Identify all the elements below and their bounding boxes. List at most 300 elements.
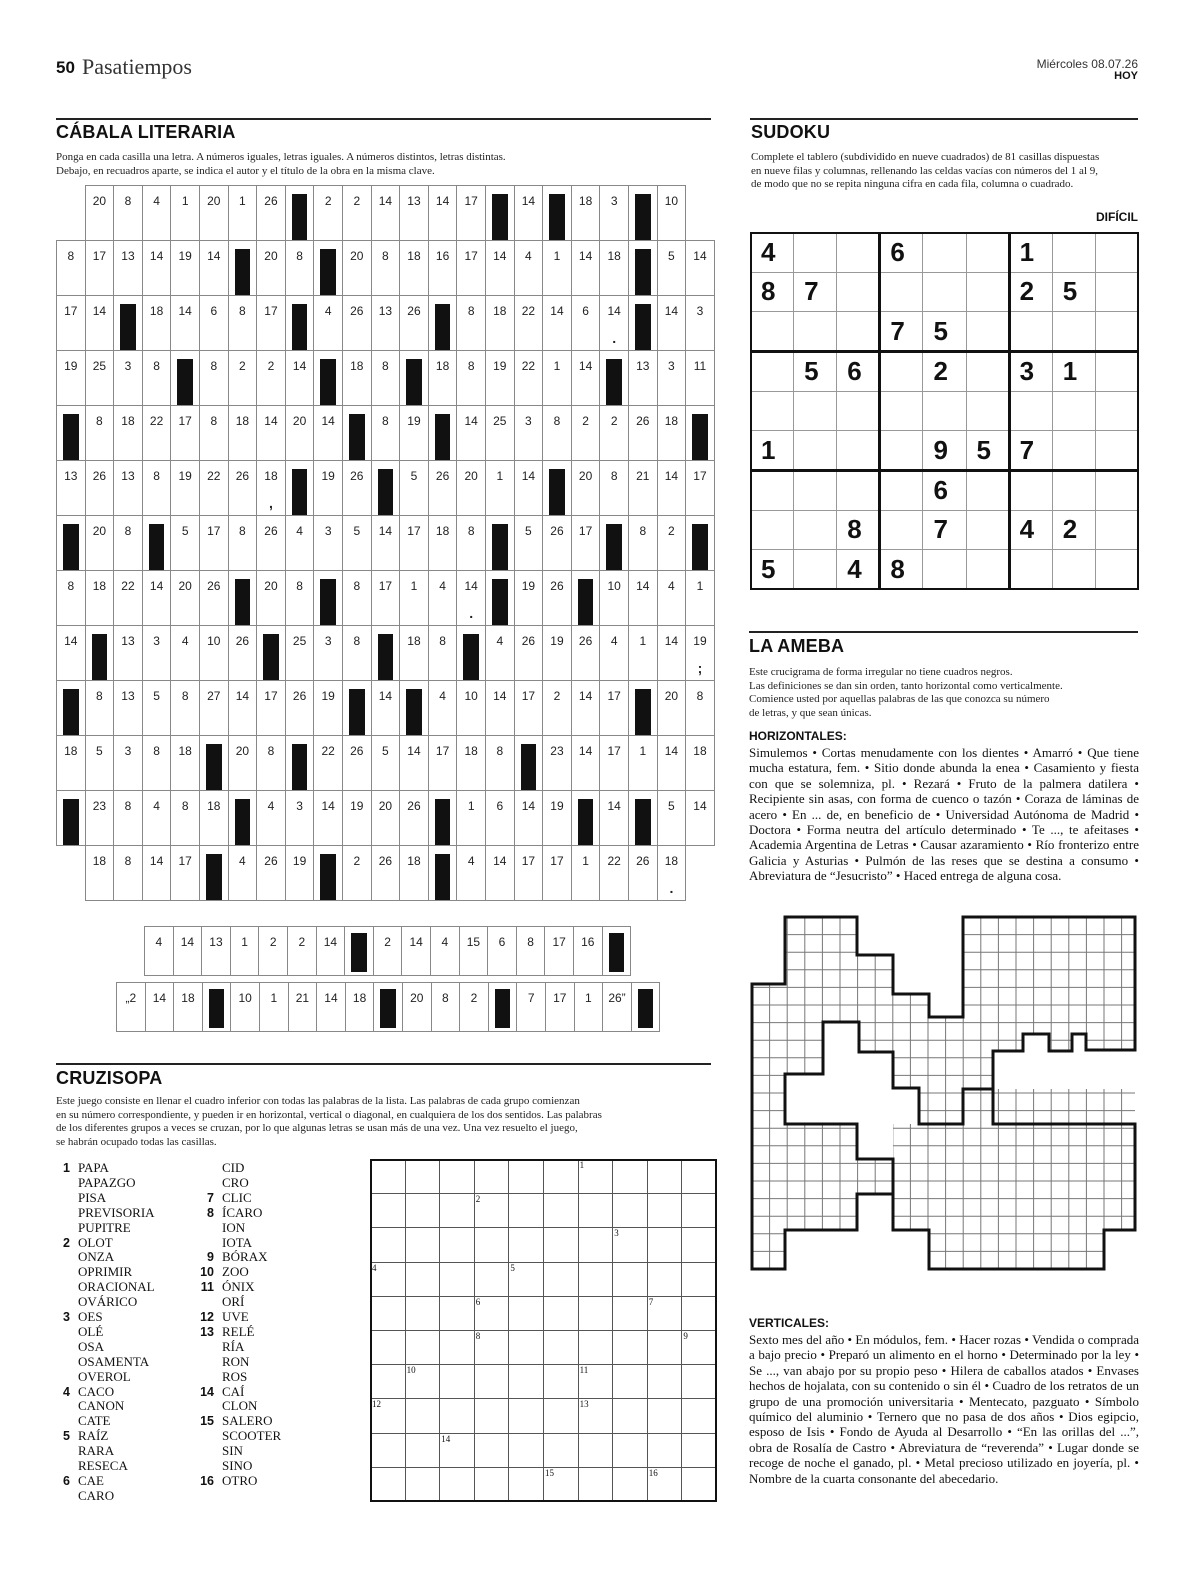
cabala-cell[interactable] — [285, 240, 315, 296]
cabala-cell[interactable] — [170, 625, 200, 681]
title-cell[interactable] — [116, 982, 146, 1032]
sudoku-cell[interactable]: 7 — [1009, 430, 1053, 471]
cabala-cell[interactable] — [371, 790, 401, 846]
cabala-cell[interactable] — [199, 790, 229, 846]
cabala-cell[interactable] — [599, 185, 629, 241]
sudoku-cell[interactable] — [750, 351, 794, 392]
cabala-cell[interactable] — [456, 845, 486, 901]
cabala-cell[interactable] — [142, 790, 172, 846]
cabala-cell[interactable] — [199, 515, 229, 571]
cabala-cell[interactable] — [628, 625, 658, 681]
cabala-cell[interactable] — [85, 240, 115, 296]
cabala-cell[interactable] — [685, 625, 715, 681]
cabala-cell[interactable] — [571, 680, 601, 736]
sudoku-cell[interactable] — [1009, 391, 1053, 432]
cabala-cell[interactable] — [256, 790, 286, 846]
cabala-cell[interactable] — [56, 735, 86, 791]
cabala-cell[interactable] — [685, 240, 715, 296]
cabala-cell[interactable] — [142, 680, 172, 736]
cabala-cell[interactable] — [285, 625, 315, 681]
cabala-cell[interactable] — [199, 240, 229, 296]
sudoku-cell[interactable]: 5 — [966, 430, 1010, 471]
sudoku-cell[interactable] — [1095, 351, 1139, 392]
sudoku-cell[interactable]: 4 — [750, 232, 794, 273]
cabala-cell[interactable] — [342, 570, 372, 626]
cabala-cell[interactable] — [542, 735, 572, 791]
sudoku-cell[interactable]: 2 — [1009, 272, 1053, 313]
cabala-cell[interactable] — [399, 845, 429, 901]
cabala-cell[interactable] — [599, 295, 629, 351]
cabala-cell[interactable] — [657, 570, 687, 626]
sudoku-cell[interactable] — [793, 470, 837, 511]
sudoku-cell[interactable] — [966, 232, 1010, 273]
cabala-cell[interactable] — [170, 405, 200, 461]
sudoku-cell[interactable]: 1 — [750, 430, 794, 471]
cabala-cell[interactable] — [113, 405, 143, 461]
sudoku-cell[interactable] — [879, 351, 923, 392]
cabala-cell[interactable] — [85, 405, 115, 461]
sudoku-cell[interactable]: 1 — [1052, 351, 1096, 392]
cabala-cell[interactable] — [228, 735, 258, 791]
cabala-cell[interactable] — [85, 515, 115, 571]
cabala-cell[interactable] — [399, 460, 429, 516]
title-cell[interactable] — [259, 982, 289, 1032]
sudoku-cell[interactable] — [1052, 549, 1096, 590]
cabala-cell[interactable] — [170, 295, 200, 351]
author-cell[interactable] — [573, 926, 603, 976]
cabala-cell[interactable] — [170, 680, 200, 736]
cabala-cell[interactable] — [56, 460, 86, 516]
cabala-cell[interactable] — [514, 845, 544, 901]
cabala-cell[interactable] — [256, 185, 286, 241]
cabala-cell[interactable] — [514, 295, 544, 351]
sudoku-cell[interactable] — [1095, 272, 1139, 313]
title-cell[interactable] — [516, 982, 546, 1032]
cabala-cell[interactable] — [228, 845, 258, 901]
cabala-cell[interactable] — [456, 405, 486, 461]
cabala-cell[interactable] — [285, 405, 315, 461]
title-cell[interactable] — [145, 982, 175, 1032]
cabala-cell[interactable] — [199, 570, 229, 626]
cabala-cell[interactable] — [514, 625, 544, 681]
cabala-cell[interactable] — [542, 680, 572, 736]
cabala-cell[interactable] — [571, 295, 601, 351]
cabala-cell[interactable] — [56, 350, 86, 406]
sudoku-cell[interactable]: 2 — [922, 351, 966, 392]
cabala-cell[interactable] — [514, 185, 544, 241]
sudoku-cell[interactable]: 4 — [836, 549, 880, 590]
sudoku-cell[interactable]: 2 — [1052, 510, 1096, 551]
cabala-cell[interactable] — [285, 680, 315, 736]
cabala-cell[interactable] — [628, 570, 658, 626]
cabala-cell[interactable] — [85, 350, 115, 406]
sudoku-cell[interactable] — [1095, 430, 1139, 471]
cabala-cell[interactable] — [456, 735, 486, 791]
cabala-cell[interactable] — [85, 845, 115, 901]
cabala-cell[interactable] — [428, 570, 458, 626]
title-cell[interactable] — [459, 982, 489, 1032]
sudoku-cell[interactable]: 8 — [750, 272, 794, 313]
sudoku-cell[interactable] — [1095, 510, 1139, 551]
cabala-cell[interactable] — [228, 515, 258, 571]
cabala-cell[interactable] — [599, 460, 629, 516]
author-cell[interactable] — [459, 926, 489, 976]
cabala-cell[interactable] — [371, 295, 401, 351]
author-cell[interactable] — [258, 926, 288, 976]
sudoku-cell[interactable] — [879, 470, 923, 511]
cabala-cell[interactable] — [542, 515, 572, 571]
cabala-cell[interactable] — [542, 845, 572, 901]
author-cell[interactable] — [316, 926, 346, 976]
sudoku-cell[interactable] — [750, 510, 794, 551]
cabala-cell[interactable] — [142, 350, 172, 406]
cabala-cell[interactable] — [342, 515, 372, 571]
cabala-cell[interactable] — [56, 295, 86, 351]
cabala-cell[interactable] — [142, 240, 172, 296]
cabala-cell[interactable] — [571, 515, 601, 571]
cabala-cell[interactable] — [399, 570, 429, 626]
title-cell[interactable] — [574, 982, 604, 1032]
cabala-cell[interactable] — [571, 350, 601, 406]
cabala-cell[interactable] — [428, 460, 458, 516]
cabala-cell[interactable] — [599, 570, 629, 626]
title-cell[interactable] — [316, 982, 346, 1032]
cabala-cell[interactable] — [371, 735, 401, 791]
cabala-cell[interactable] — [542, 405, 572, 461]
cabala-cell[interactable] — [199, 185, 229, 241]
sudoku-cell[interactable]: 6 — [879, 232, 923, 273]
cabala-cell[interactable] — [657, 625, 687, 681]
cabala-cell[interactable] — [113, 185, 143, 241]
sudoku-cell[interactable] — [1095, 311, 1139, 352]
cabala-cell[interactable] — [142, 845, 172, 901]
cabala-cell[interactable] — [85, 570, 115, 626]
cabala-cell[interactable] — [685, 295, 715, 351]
title-cell[interactable] — [545, 982, 575, 1032]
sudoku-cell[interactable]: 6 — [836, 351, 880, 392]
sudoku-cell[interactable] — [966, 351, 1010, 392]
cabala-cell[interactable] — [256, 460, 286, 516]
cabala-cell[interactable] — [170, 185, 200, 241]
cabala-cell[interactable] — [485, 460, 515, 516]
cabala-cell[interactable] — [56, 625, 86, 681]
cabala-cell[interactable] — [571, 845, 601, 901]
title-cell[interactable] — [431, 982, 461, 1032]
sudoku-cell[interactable] — [793, 232, 837, 273]
cabala-cell[interactable] — [371, 405, 401, 461]
cabala-cell[interactable] — [113, 735, 143, 791]
cabala-cell[interactable] — [170, 515, 200, 571]
cabala-cell[interactable] — [256, 515, 286, 571]
cabala-cell[interactable] — [428, 625, 458, 681]
sudoku-cell[interactable] — [836, 391, 880, 432]
cabala-cell[interactable] — [599, 240, 629, 296]
cabala-cell[interactable] — [685, 735, 715, 791]
cabala-cell[interactable] — [542, 295, 572, 351]
sudoku-cell[interactable] — [1052, 430, 1096, 471]
cabala-cell[interactable] — [313, 680, 343, 736]
cabala-cell[interactable] — [142, 460, 172, 516]
cabala-cell[interactable] — [571, 735, 601, 791]
cabala-cell[interactable] — [85, 185, 115, 241]
title-cell[interactable] — [230, 982, 260, 1032]
sudoku-cell[interactable] — [922, 232, 966, 273]
cabala-cell[interactable] — [456, 240, 486, 296]
sudoku-cell[interactable] — [750, 470, 794, 511]
cabala-cell[interactable] — [514, 515, 544, 571]
cabala-cell[interactable] — [428, 680, 458, 736]
cabala-cell[interactable] — [313, 405, 343, 461]
cabala-cell[interactable] — [514, 350, 544, 406]
cabala-cell[interactable] — [657, 295, 687, 351]
cabala-cell[interactable] — [371, 350, 401, 406]
sudoku-cell[interactable] — [1095, 391, 1139, 432]
sudoku-cell[interactable] — [1052, 232, 1096, 273]
sudoku-cell[interactable]: 7 — [922, 510, 966, 551]
sudoku-cell[interactable] — [966, 272, 1010, 313]
cabala-cell[interactable] — [228, 185, 258, 241]
cabala-cell[interactable] — [342, 295, 372, 351]
author-cell[interactable] — [287, 926, 317, 976]
sudoku-cell[interactable] — [879, 272, 923, 313]
cabala-cell[interactable] — [285, 515, 315, 571]
cabala-cell[interactable] — [142, 295, 172, 351]
sudoku-cell[interactable] — [1052, 311, 1096, 352]
author-cell[interactable] — [373, 926, 403, 976]
cabala-cell[interactable] — [514, 790, 544, 846]
cabala-cell[interactable] — [113, 515, 143, 571]
cabala-cell[interactable] — [142, 405, 172, 461]
sudoku-cell[interactable]: 5 — [793, 351, 837, 392]
sudoku-cell[interactable]: 7 — [879, 311, 923, 352]
cabala-cell[interactable] — [342, 625, 372, 681]
cabala-cell[interactable] — [56, 240, 86, 296]
cabala-cell[interactable] — [142, 570, 172, 626]
cabala-cell[interactable] — [113, 845, 143, 901]
cabala-cell[interactable] — [256, 350, 286, 406]
cabala-cell[interactable] — [113, 570, 143, 626]
sudoku-cell[interactable]: 9 — [922, 430, 966, 471]
sudoku-cell[interactable]: 5 — [750, 549, 794, 590]
cabala-cell[interactable] — [285, 350, 315, 406]
sudoku-cell[interactable] — [836, 311, 880, 352]
sudoku-cell[interactable]: 3 — [1009, 351, 1053, 392]
sudoku-cell[interactable] — [1052, 391, 1096, 432]
cabala-cell[interactable] — [599, 735, 629, 791]
cabala-cell[interactable] — [113, 680, 143, 736]
cabala-cell[interactable] — [542, 790, 572, 846]
cabala-cell[interactable] — [399, 405, 429, 461]
cabala-cell[interactable] — [542, 240, 572, 296]
cabala-cell[interactable] — [342, 185, 372, 241]
sudoku-cell[interactable] — [1009, 470, 1053, 511]
cabala-cell[interactable] — [485, 625, 515, 681]
cabala-cell[interactable] — [342, 350, 372, 406]
cabala-cell[interactable] — [199, 460, 229, 516]
cabala-cell[interactable] — [657, 240, 687, 296]
cabala-cell[interactable] — [657, 735, 687, 791]
sudoku-cell[interactable] — [879, 430, 923, 471]
cabala-cell[interactable] — [371, 515, 401, 571]
sudoku-cell[interactable]: 8 — [836, 510, 880, 551]
cabala-cell[interactable] — [228, 680, 258, 736]
cabala-cell[interactable] — [113, 790, 143, 846]
sudoku-cell[interactable] — [793, 430, 837, 471]
cabala-cell[interactable] — [199, 625, 229, 681]
cabala-cell[interactable] — [485, 350, 515, 406]
cabala-cell[interactable] — [485, 735, 515, 791]
sudoku-cell[interactable] — [1095, 549, 1139, 590]
sudoku-cell[interactable]: 4 — [1009, 510, 1053, 551]
cabala-cell[interactable] — [599, 625, 629, 681]
cabala-cell[interactable] — [342, 460, 372, 516]
sudoku-cell[interactable] — [966, 470, 1010, 511]
sudoku-cell[interactable]: 5 — [922, 311, 966, 352]
cabala-cell[interactable] — [456, 350, 486, 406]
sudoku-cell[interactable] — [922, 272, 966, 313]
cabala-cell[interactable] — [85, 735, 115, 791]
title-cell[interactable] — [345, 982, 375, 1032]
cabala-cell[interactable] — [256, 405, 286, 461]
cabala-cell[interactable] — [542, 570, 572, 626]
cabala-cell[interactable] — [228, 295, 258, 351]
sudoku-cell[interactable] — [750, 311, 794, 352]
cabala-cell[interactable] — [256, 845, 286, 901]
cabala-cell[interactable] — [428, 185, 458, 241]
sudoku-cell[interactable] — [836, 232, 880, 273]
title-cell[interactable] — [402, 982, 432, 1032]
sudoku-cell[interactable] — [879, 391, 923, 432]
cabala-cell[interactable] — [256, 570, 286, 626]
cabala-cell[interactable] — [628, 845, 658, 901]
cabala-cell[interactable] — [256, 240, 286, 296]
cabala-cell[interactable] — [599, 680, 629, 736]
sudoku-cell[interactable] — [836, 430, 880, 471]
sudoku-cell[interactable]: 7 — [793, 272, 837, 313]
cabala-cell[interactable] — [571, 185, 601, 241]
cabala-cell[interactable] — [657, 515, 687, 571]
cabala-cell[interactable] — [313, 790, 343, 846]
cabala-cell[interactable] — [313, 625, 343, 681]
sudoku-cell[interactable] — [836, 272, 880, 313]
cabala-cell[interactable] — [628, 515, 658, 571]
cabala-cell[interactable] — [170, 240, 200, 296]
cabala-cell[interactable] — [485, 240, 515, 296]
cabala-cell[interactable] — [685, 790, 715, 846]
cabala-cell[interactable] — [342, 240, 372, 296]
cabala-cell[interactable] — [599, 790, 629, 846]
sudoku-cell[interactable] — [793, 549, 837, 590]
cabala-cell[interactable] — [542, 350, 572, 406]
cabala-cell[interactable] — [85, 680, 115, 736]
cabala-cell[interactable] — [228, 625, 258, 681]
cabala-cell[interactable] — [514, 405, 544, 461]
cabala-cell[interactable] — [571, 240, 601, 296]
sudoku-cell[interactable] — [750, 391, 794, 432]
sudoku-cell[interactable] — [793, 510, 837, 551]
cabala-cell[interactable] — [657, 680, 687, 736]
cabala-cell[interactable] — [657, 405, 687, 461]
cabala-cell[interactable] — [571, 405, 601, 461]
cabala-cell[interactable] — [628, 350, 658, 406]
author-cell[interactable] — [487, 926, 517, 976]
cabala-cell[interactable] — [456, 570, 486, 626]
cabala-cell[interactable] — [485, 680, 515, 736]
cabala-cell[interactable] — [199, 295, 229, 351]
cabala-cell[interactable] — [685, 570, 715, 626]
author-cell[interactable] — [430, 926, 460, 976]
cabala-cell[interactable] — [599, 845, 629, 901]
cabala-cell[interactable] — [657, 460, 687, 516]
cabala-cell[interactable] — [228, 350, 258, 406]
sudoku-cell[interactable]: 6 — [922, 470, 966, 511]
cabala-cell[interactable] — [142, 625, 172, 681]
cabala-cell[interactable] — [514, 570, 544, 626]
cabala-cell[interactable] — [85, 790, 115, 846]
cabala-cell[interactable] — [85, 460, 115, 516]
sudoku-cell[interactable] — [1009, 549, 1053, 590]
cabala-cell[interactable] — [628, 735, 658, 791]
cabala-cell[interactable] — [628, 405, 658, 461]
sudoku-cell[interactable] — [922, 391, 966, 432]
author-cell[interactable] — [544, 926, 574, 976]
title-cell[interactable] — [602, 982, 632, 1032]
cabala-cell[interactable] — [371, 185, 401, 241]
cabala-cell[interactable] — [456, 295, 486, 351]
sudoku-cell[interactable] — [1095, 232, 1139, 273]
cabala-cell[interactable] — [228, 405, 258, 461]
author-cell[interactable] — [230, 926, 260, 976]
author-cell[interactable] — [173, 926, 203, 976]
cabala-cell[interactable] — [170, 845, 200, 901]
cabala-cell[interactable] — [170, 735, 200, 791]
cabala-cell[interactable] — [456, 515, 486, 571]
cabala-cell[interactable] — [456, 185, 486, 241]
cabala-cell[interactable] — [170, 570, 200, 626]
author-cell[interactable] — [201, 926, 231, 976]
cabala-cell[interactable] — [542, 625, 572, 681]
cabala-cell[interactable] — [599, 405, 629, 461]
cabala-cell[interactable] — [657, 790, 687, 846]
sudoku-cell[interactable] — [966, 391, 1010, 432]
cabala-cell[interactable] — [342, 735, 372, 791]
cabala-cell[interactable] — [199, 405, 229, 461]
cabala-cell[interactable] — [485, 405, 515, 461]
cabala-cell[interactable] — [571, 460, 601, 516]
cabala-cell[interactable] — [399, 295, 429, 351]
sudoku-cell[interactable] — [966, 510, 1010, 551]
cabala-cell[interactable] — [428, 350, 458, 406]
cabala-cell[interactable] — [456, 680, 486, 736]
cabala-cell[interactable] — [514, 460, 544, 516]
cabala-cell[interactable] — [685, 680, 715, 736]
cabala-cell[interactable] — [399, 735, 429, 791]
cabala-cell[interactable] — [485, 845, 515, 901]
cabala-cell[interactable] — [428, 515, 458, 571]
cabala-cell[interactable] — [256, 295, 286, 351]
cabala-cell[interactable] — [685, 460, 715, 516]
cabala-cell[interactable] — [399, 240, 429, 296]
cabala-cell[interactable] — [285, 845, 315, 901]
sudoku-cell[interactable] — [793, 311, 837, 352]
title-cell[interactable] — [173, 982, 203, 1032]
cabala-cell[interactable] — [142, 735, 172, 791]
cabala-cell[interactable] — [285, 570, 315, 626]
author-cell[interactable] — [401, 926, 431, 976]
cabala-cell[interactable] — [657, 185, 687, 241]
cabala-cell[interactable] — [428, 240, 458, 296]
cabala-cell[interactable] — [371, 845, 401, 901]
